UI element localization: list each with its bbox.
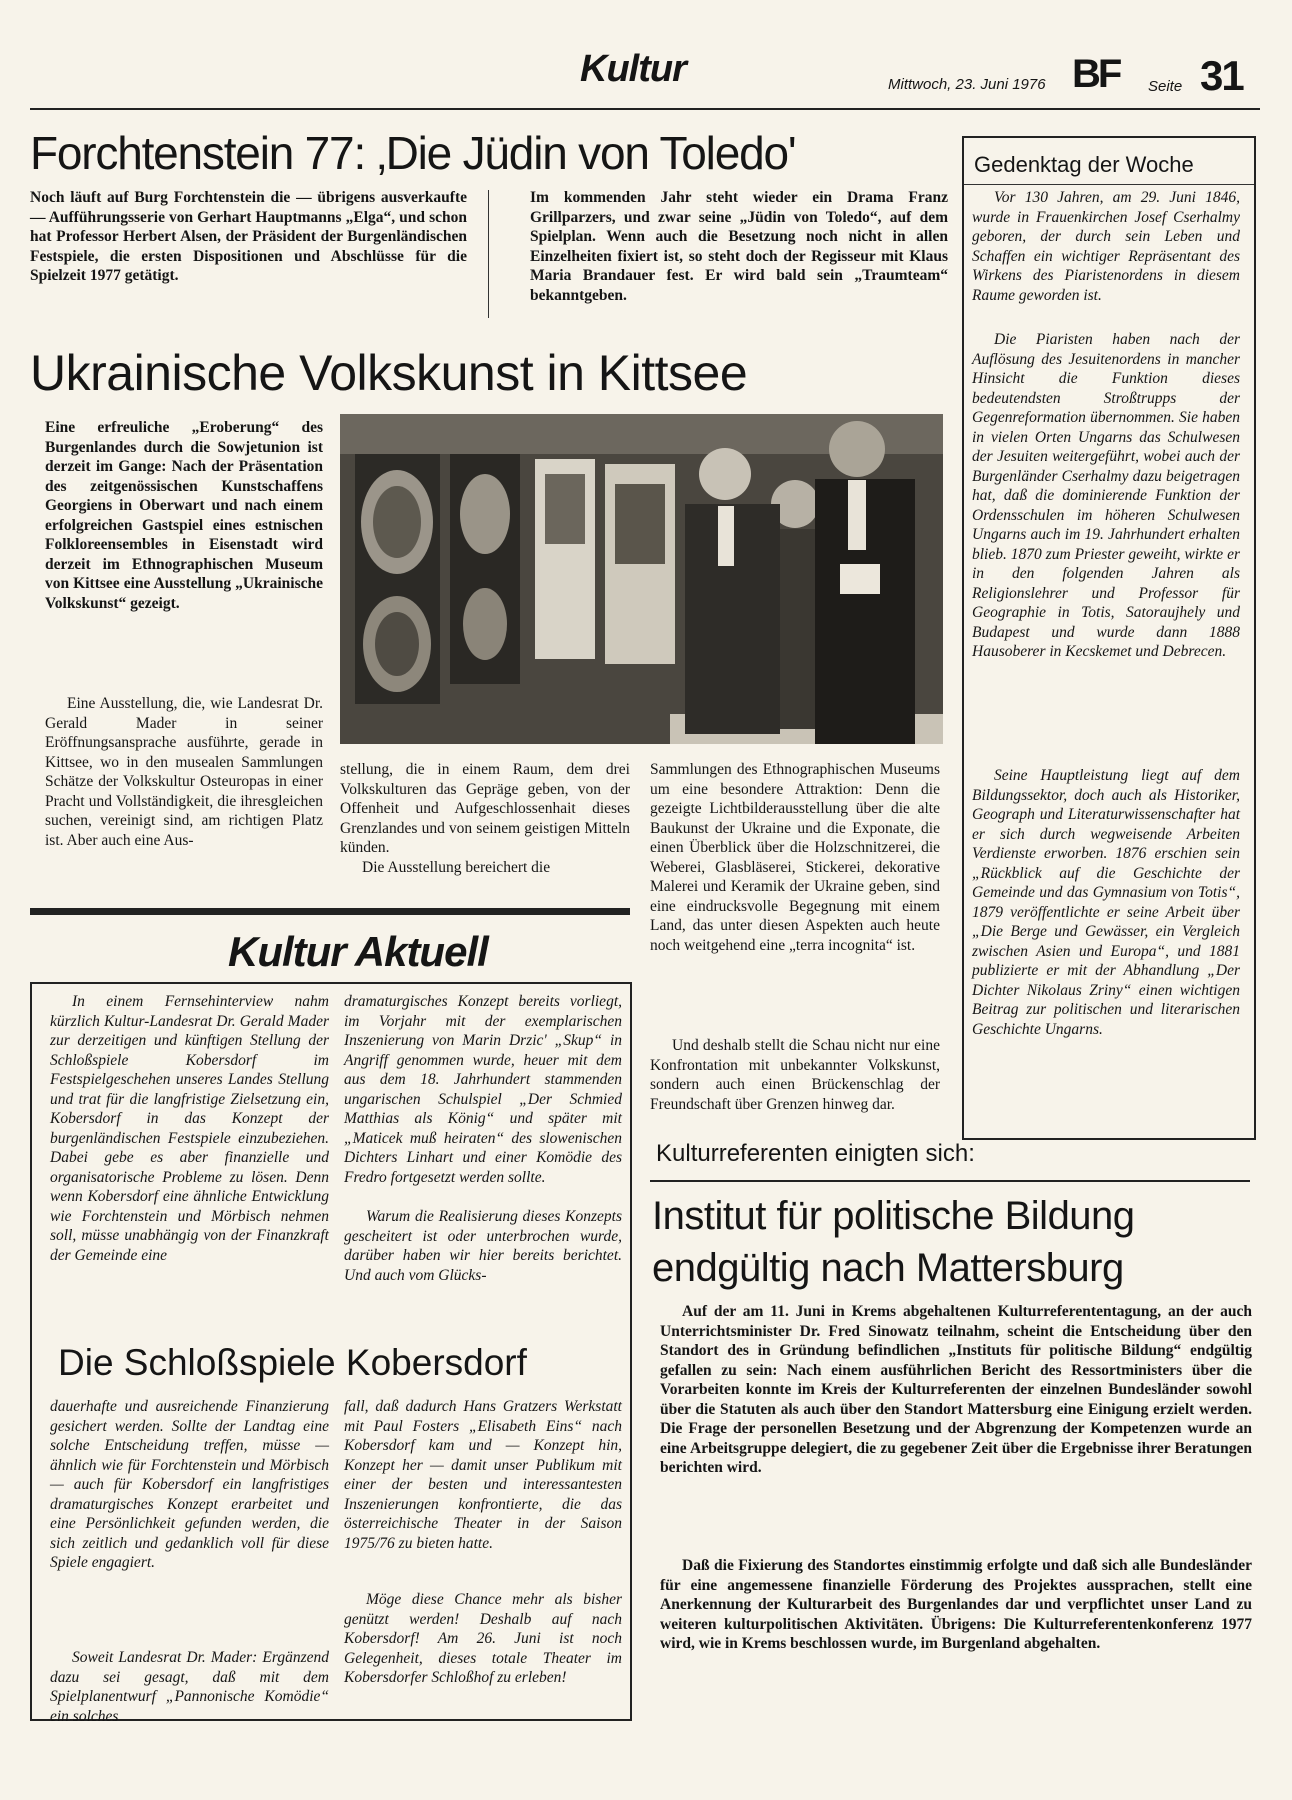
- headline-kobersdorf: Die Schloßspiele Kobersdorf: [58, 1342, 527, 1383]
- issue-date: Mittwoch, 23. Juni 1976: [888, 76, 1046, 93]
- kultur-aktuell-col4b: Möge diese Chance mehr als bisher genützt werden! Deshalb auf nach Kobersdorf! Am 26. Juni ist noch Gelegenheit, dieses totale Theater im Kobersdorfer Schloßhof zu erleben!: [344, 1591, 622, 1686]
- section-title: Kultur: [580, 48, 686, 90]
- gedenktag-title: Gedenktag der Woche: [974, 152, 1194, 177]
- headline-institut-2: endgültig nach Mattersburg: [652, 1246, 1124, 1290]
- exhibition-photo-image: [340, 414, 943, 744]
- article2-col1: Eine Ausstellung, die, wie Landesrat Dr. Gerald Mader in seiner Eröffnungsansprache ausführte, gerade in Kittsee, wo in den musealen Sammlungen Schätze der Volkskultur Osteuropas in einer Pracht und Vollständigkeit, die ihresgleichen suchen, vereinigt sind, am richtigen Platz ist. Aber auch eine Aus-: [45, 695, 323, 849]
- kultur-aktuell-col2b: Warum die Realisierung dieses Konzepts gescheitert ist oder unterbrochen wurde, darüber haben wir hier bereits berichtet. Und auch vom Glücks-: [344, 1208, 622, 1284]
- gedenktag-p3: Seine Hauptleistung liegt auf dem Bildungssektor, doch auch als Historiker, Geograph und Literaturwissenschafter hat er sich durch wegweisende Arbeiten Verdienste erworben. 1876 erschien sein „Rückblick auf die Geschichte der Gemeinde und das Gymnasium von Totis“, 1879 veröffentlichte er seine Arbeit über „Die Berge und Gewässer, ein Vergleich zwischen Asien und Europa“, und 1881 publizierte er mit der Abhandlung „Der Dichter Nikolaus Zriny“ einen wichtigen Beitrag zur politischen und literarischen Geschichte Ungarns.: [972, 767, 1240, 1038]
- headline-forchtenstein: Forchtenstein 77: ‚Die Jüdin von Toledo': [30, 127, 796, 179]
- header-rule: [30, 108, 1260, 110]
- article2-col2a: stellung, die in einem Raum, dem drei Volkskulturen das Gepräge geben, von der Offenheit und Aufgeschlossenhait dieses Grenzlandes und von seinem geistigen Mitteln künden.: [340, 761, 630, 856]
- headline-kittsee: Ukrainische Volkskunst in Kittsee: [30, 345, 748, 401]
- institut-p2: Daß die Fixierung des Standortes einstimmig erfolgte und daß sich alle Bundesländer für eine angemessene finanzielle Förderung des Projektes aussprachen, stellt eine Anerkennung der Kulturarbeit des Burgenlandes dar und verpflichtet unser Land zu weiteren kulturpolitischen Aktivitäten. Übrigens: Die Kulturreferentenkonferenz 1977 wird, wie in Krems beschlossen wurde, im Burgenland abgehalten.: [660, 1557, 1252, 1652]
- kultur-aktuell-rule: [30, 908, 630, 915]
- kultur-aktuell-col3b: Soweit Landesrat Dr. Mader: Ergänzend dazu sei gesagt, daß mit dem Spielplanentwurf „Pannonische Komödie“ ein solches: [50, 1649, 329, 1725]
- gedenktag-p2: Die Piaristen haben nach der Auflösung des Jesuitenordens in mancher Hinsicht die Funktion dieses bedeutendsten Stroßtrupps der Gegenreformation übernommen. Sie haben in vielen Orten Ungarns das Schulwesen der Jesuiten weitergeführt, wobei auch der Burgenländer Cserhalmy dazu beigetragen hat, daß die dominierende Funktion der Ordensschulen im höheren Schulwesen Ungarns auch im 19. Jahrhundert erhalten blieb. 1870 zum Priester geweiht, wirkte er in den folgenden Jahren als Religionslehrer und Professor für Geographie in Totis, Satoraujhely und Budapest und wurde dann 1888 Hausoberer in Kecskemet und Debrecen.: [972, 331, 1240, 660]
- newspaper-logo: BF: [1072, 52, 1120, 96]
- institut-kicker: Kulturreferenten einigten sich:: [656, 1140, 975, 1167]
- institut-p1: Auf der am 11. Juni in Krems abgehaltenen Kulturreferententagung, an der auch Unterrichtsminister Dr. Fred Sinowatz teilnahm, scheint die Entscheidung über den Standort des in Gründung befindlichen „Instituts für politische Bildung“ endgültig gefallen zu sein: Nach einem ausführlichen Bericht des Ressortministers über die Vorarbeiten konnte im Kreis der Kulturreferenten der einzelnen Bundesländer sowohl über die Statuten als auch über den Standort Mattersburg eine Einigung erzielt werden. Die Frage der personellen Besetzung und der Abgrenzung der Kompetenzen wurde an eine Arbeitsgruppe delegiert, die zu gegebener Zeit über die Ergebnisse ihrer Beratungen berichten wird.: [660, 1303, 1252, 1476]
- page-label: Seite: [1148, 78, 1183, 95]
- gedenktag-p1: Vor 130 Jahren, am 29. Juni 1846, wurde in Frauenkirchen Josef Cserhalmy geboren, der durch sein Leben und Schaffen ein wichtiger Repräsentant des Wirkens des Piaristenordens in diesem Raume geworden ist.: [972, 189, 1240, 304]
- column-rule: [488, 190, 489, 318]
- gedenktag-rule: [964, 184, 1254, 185]
- page-number: 31: [1200, 52, 1243, 99]
- article2-col2b: Die Ausstellung bereichert die: [362, 859, 551, 876]
- exhibition-photo: [340, 414, 943, 744]
- kultur-aktuell-col3a: dauerhafte und ausreichende Finanzierung gesichert werden. Sollte der Landtag eine solche Entscheidung treffen, müsse — ähnlich wie für Forchtenstein und Mörbisch — auch für Kobersdorf ein langfristiges dramaturgisches Konzept erarbeitet und eine Persönlichkeit gefunden werden, die sich zeitlich und gedanklich voll für diese Spiele engagiert.: [50, 1398, 329, 1571]
- kultur-aktuell-col1: In einem Fernsehinterview nahm kürzlich Kultur-Landesrat Dr. Gerald Mader zur derzeitigen und künftigen Stellung der Schloßspiele Kobersdorf im Festspielgeschehen unseres Landes Stellung und trat für die langfristige Zielsetzung ein, Kobersdorf in das Konzept der burgenländischen Festspiele einzubeziehen. Dabei gebe es aber finanzielle und organisatorische Probleme zu lösen. Denn wenn Kobersdorf eine ähnliche Entwicklung wie Forchtenstein und Mörbisch nehmen soll, müsse unabhängig von der Finanzkraft der Gemeinde eine: [50, 993, 329, 1264]
- article2-col3b: Und deshalb stellt die Schau nicht nur eine Konfrontation mit unbekannter Volkskunst, sondern auch einen Brückenschlag der Freundschaft über Grenzen hinweg dar.: [650, 1037, 940, 1113]
- article2-col3a: Sammlungen des Ethnographischen Museums um eine besondere Attraktion: Denn die gezeigte Lichtbilderausstellung über die alte Baukunst der Ukraine und die Exponate, die einen Überblick über die Holzschnitzerei, die Weberei, Glasbläserei, Stickerei, dekorative Malerei und Keramik der Ukraine geben, sind eine eindrucksvolle Begegnung mit einem Land, das unter diesen Aspekten auch heute noch weitgehend eine „terra incognita“ ist.: [650, 761, 940, 954]
- kultur-aktuell-title: Kultur Aktuell: [228, 928, 488, 975]
- article2-lead: Eine erfreuliche „Eroberung“ des Burgenlandes durch die Sowjetunion ist derzeit im Gange: Nach der Präsentation des zeitgenössischen Kunstschaffens Georgiens in Oberwart und nach einem erfolgreichen Gastspiel eines estnischen Folkloreensembles in Eisenstadt wird derzeit im Ethnographischen Museum von Kittsee eine Ausstellung „Ukrainische Volkskunst“ gezeigt.: [45, 419, 323, 612]
- institut-kicker-rule: [650, 1180, 1250, 1182]
- headline-institut-1: Institut für politische Bildung: [652, 1194, 1135, 1238]
- article1-col2: Im kommenden Jahr steht wieder ein Drama Franz Grillparzers, und zwar seine „Jüdin von Toledo“, auf dem Spielplan. Wenn auch die Besetzung noch nicht in allen Einzelheiten fixiert ist, so steht doch der Regisseur mit Klaus Maria Brandauer fest. Er wird bald sein „Traumteam“ bekanntgeben.: [530, 189, 948, 304]
- kultur-aktuell-col4a: fall, daß dadurch Hans Gratzers Werkstatt mit Paul Fosters „Elisabeth Eins“ nach Kobersdorf kam und — Konzept hin, Konzept her — damit unser Publikum mit einer der besten und interessantesten Inszenierungen konfrontierte, die das österreichische Theater in der Saison 1975/76 zu bieten hatte.: [344, 1398, 622, 1552]
- article1-col1: Noch läuft auf Burg Forchtenstein die — übrigens ausverkaufte — Aufführungsserie von Gerhart Hauptmanns „Elga“, und schon hat Professor Herbert Alsen, der Präsident der Burgenländischen Festspiele, die ersten Dispositionen und Abschlüsse für die Spielzeit 1977 getätigt.: [30, 189, 467, 284]
- kultur-aktuell-col2a: dramaturgisches Konzept bereits vorliegt, im Vorjahr mit der exemplarischen Inszenierung von Marin Drzic' „Skup“ in Angriff genommen wurde, heuer mit dem aus dem 18. Jahrhundert stammenden ungarischen Schulspiel „Der Schmied Matthias als König“ und später mit „Maticek muß heiraten“ des slowenischen Dichters Linhart und einer Komödie des Fredro fortgesetzt werden sollte.: [344, 993, 622, 1186]
